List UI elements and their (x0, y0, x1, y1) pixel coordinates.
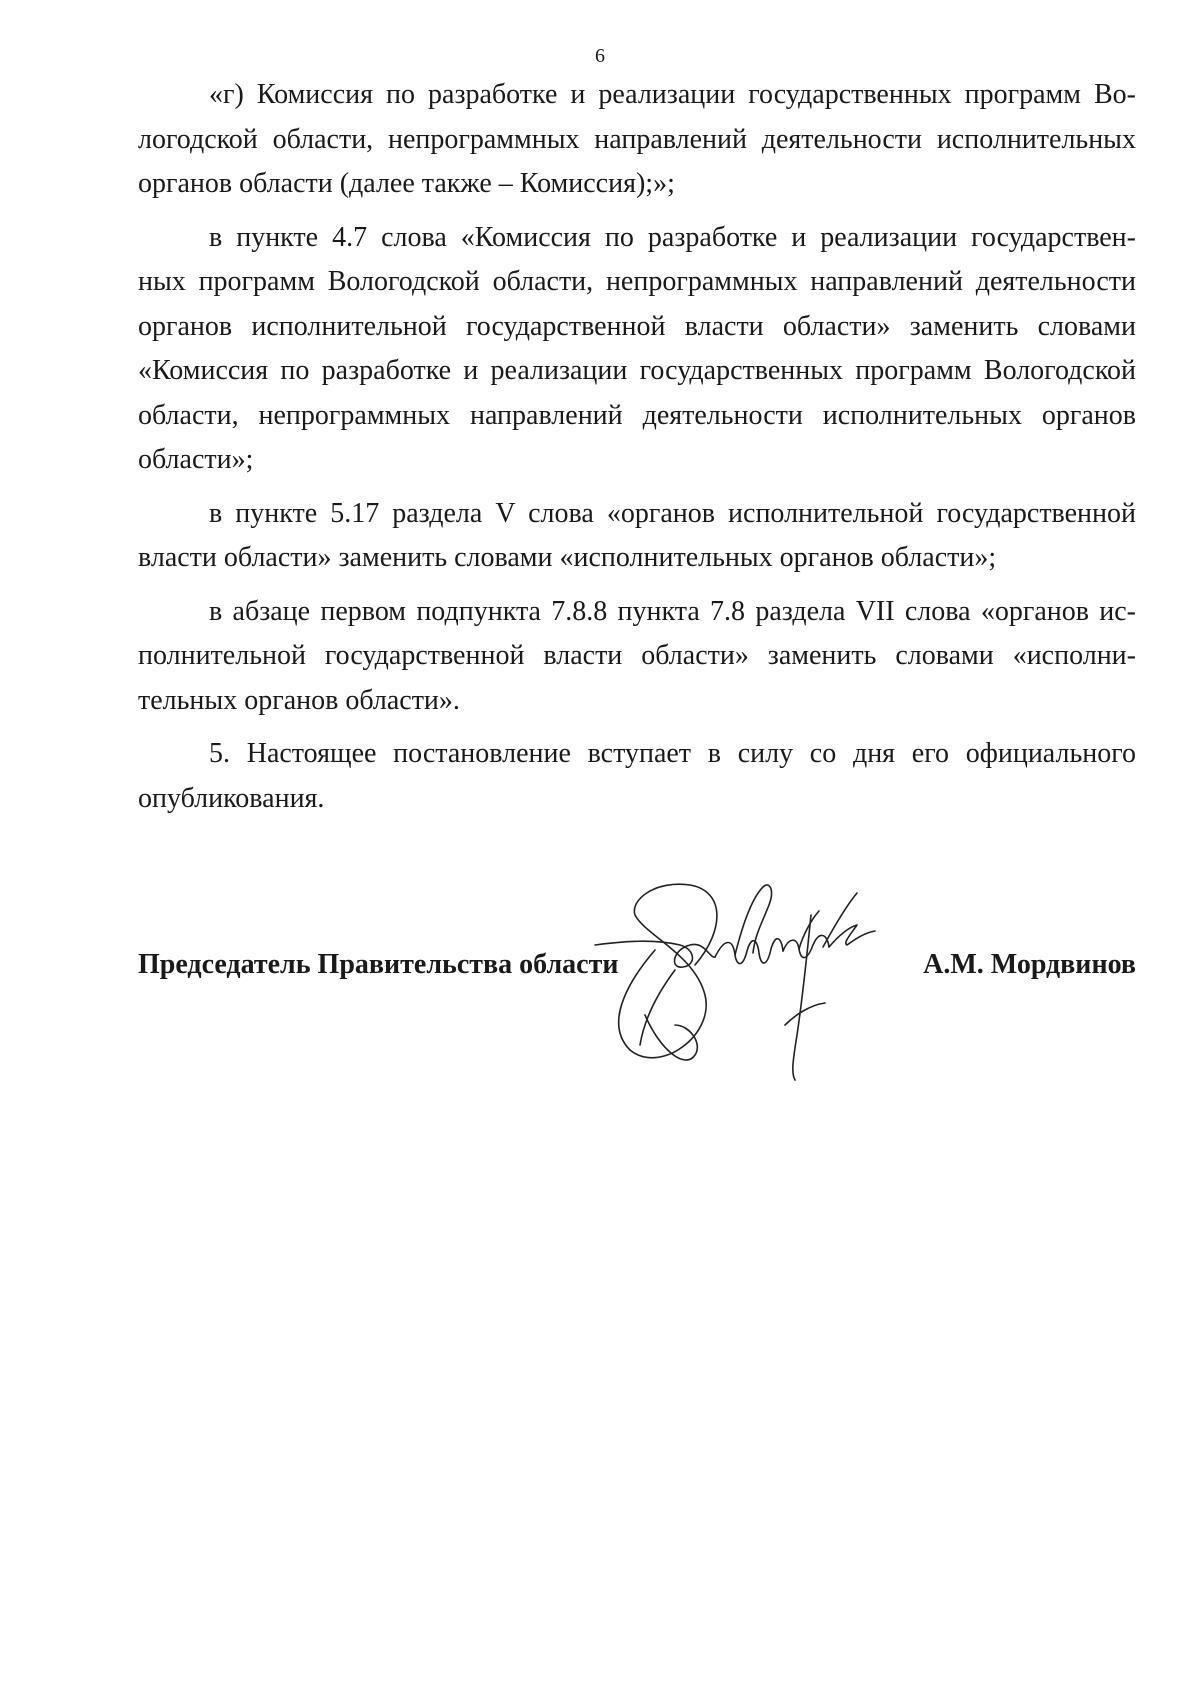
text-line: в абзаце первом подпункта 7.8.8 пункта 7.8 раздела VII слова «органов ис- (209, 595, 1136, 627)
document-body (138, 73, 1136, 821)
text-line: органов области (далее также – Комиссия);»; (138, 168, 675, 199)
paragraph-point-4-7 (138, 216, 1136, 483)
text-line: тельных органов области». (138, 684, 460, 716)
paragraph-item-g (138, 73, 1136, 207)
text-line: ных программ Вологодской области, непрограммных направлений деятельности (138, 266, 1136, 297)
text-line: полнительной государственной власти области» заменить словами «исполни- (138, 640, 1136, 671)
paragraph-point-7-8-8 (138, 590, 1136, 724)
page-number: 6 (595, 45, 605, 67)
text-line: в пункте 5.17 раздела V слова «органов исполнительной государственной (209, 497, 1136, 529)
text-line: в пункте 4.7 слова «Комиссия по разработке и реализации государствен- (209, 221, 1136, 253)
text-line: области, непрограммных направлений деятельности исполнительных органов (138, 399, 1136, 431)
handwritten-signature (585, 875, 945, 1085)
text-line: «г) Комиссия по разработке и реализации государственных программ Во- (209, 79, 1136, 110)
signatory-name: А.М. Мордвинов (923, 949, 1136, 980)
text-line: органов исполнительной государственной власти области» заменить словами (138, 310, 1136, 342)
paragraph-point-5 (138, 732, 1136, 821)
text-line: власти области» заменить словами «исполнительных органов области»; (138, 542, 997, 573)
text-line: опубликования. (138, 782, 325, 814)
text-line: 5. Настоящее постановление вступает в силу со дня его официального (209, 738, 1136, 769)
paragraph-point-5-17 (138, 492, 1136, 581)
text-line: «Комиссия по разработке и реализации государственных программ Вологодской (138, 355, 1136, 386)
text-line: логодской области, непрограммных направлений деятельности исполнительных (138, 123, 1136, 155)
signatory-position: Председатель Правительства области (138, 949, 619, 980)
text-line: области»; (138, 444, 254, 475)
